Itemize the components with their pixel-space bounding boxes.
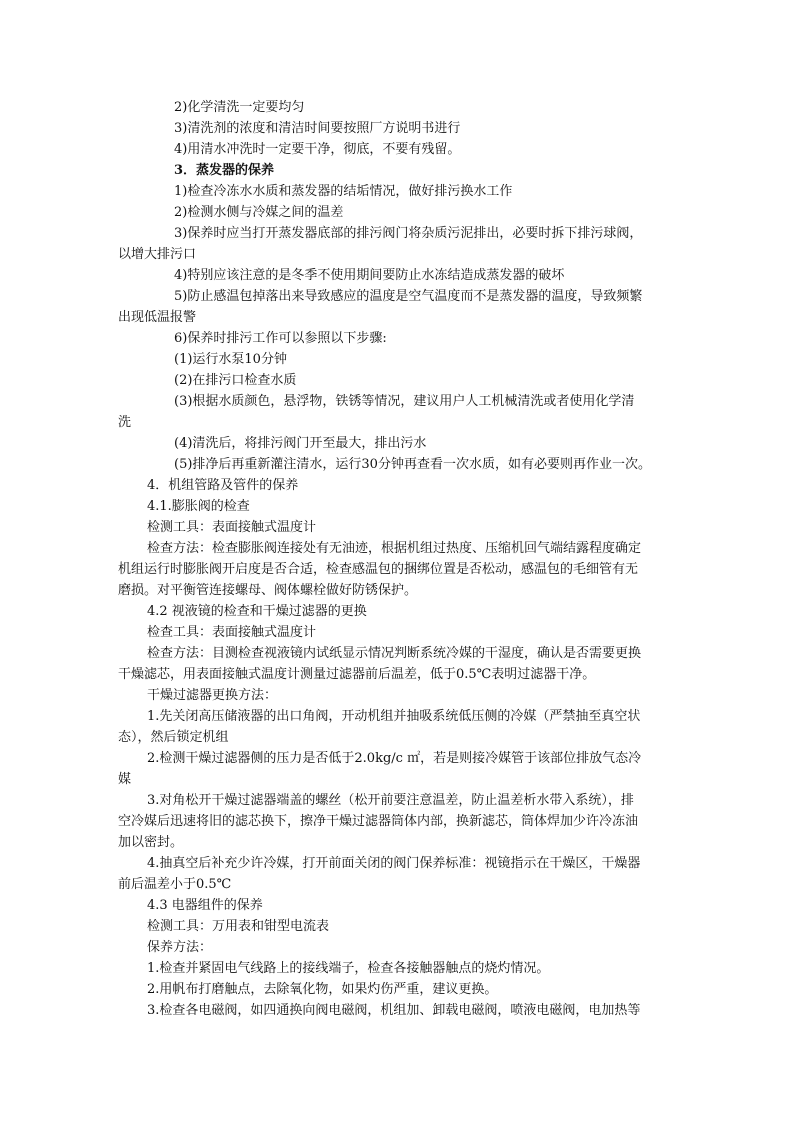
text-line: 检测工具：万用表和钳型电流表	[147, 919, 330, 934]
text-line: 5)防止感温包掉落出来导致感应的温度是空气温度而不是蒸发器的温度，导致频繁	[174, 289, 643, 304]
text-line: 1.检查并紧固电气线路上的接线端子，检查各接触器触点的烧灼情况。	[147, 961, 550, 976]
text-line: 2.检测干燥过滤器侧的压力是否低于2.0kg/c ㎡，若是则接冷媒管于该部位排放气态冷	[147, 751, 642, 766]
text-line: 4)用清水冲洗时一定要干净，彻底，不要有残留。	[174, 142, 461, 157]
subsection-heading: 4.2 视液镜的检查和干燥过滤器的更换	[147, 604, 367, 619]
text-line: 加以密封。	[118, 835, 184, 850]
text-line: 2.用帆布打磨触点，去除氧化物，如果灼伤严重，建议更换。	[147, 982, 498, 997]
text-line: (3)根据水质颜色，悬浮物，铁锈等情况，建议用户人工机械清洗或者使用化学清	[174, 394, 635, 409]
text-line: 检查方法：检查膨胀阀连接处有无油迹，根据机组过热度、压缩机回气端结露程度确定	[147, 541, 642, 556]
text-line: 3.检查各电磁阀，如四通换向阀电磁阀，机组加、卸载电磁阀，喷液电磁阀，电加热等	[147, 1003, 641, 1018]
text-line: 媒	[118, 772, 132, 787]
text-line: 1.先关闭高压储液器的出口角阀，开动机组并抽吸系统低压侧的冷媒（严禁抽至真空状	[147, 709, 641, 724]
text-line: 洗	[118, 415, 132, 430]
text-line: 前后温差小于0.5℃	[118, 877, 232, 892]
text-line: 2)检测水侧与冷媒之间的温差	[174, 205, 344, 220]
section-heading: 3．蒸发器的保养	[174, 163, 275, 178]
text-line: (1)运行水泵10分钟	[174, 352, 287, 367]
text-line: 3)清洗剂的浓度和清洁时间要按照厂方说明书进行	[174, 121, 461, 136]
text-line: 检测工具：表面接触式温度计	[147, 520, 317, 535]
text-line: 干燥过滤器更换方法：	[147, 688, 278, 703]
subsection-heading: 4.1.膨胀阀的检查	[147, 499, 250, 514]
text-line: 态），然后锁定机组	[118, 730, 229, 745]
text-line: 检查方法：目测检查视液镜内试纸显示情况判断系统冷媒的干湿度，确认是否需要更换	[147, 646, 642, 661]
text-line: 出现低温报警	[118, 310, 197, 325]
text-line: 4)特别应该注意的是冬季不使用期间要防止水冻结造成蒸发器的破坏	[174, 268, 565, 283]
text-line: 保养方法：	[147, 940, 213, 955]
text-line: 1)检查冷冻水水质和蒸发器的结垢情况，做好排污换水工作	[174, 184, 513, 199]
text-line: 2)化学清洗一定要均匀	[174, 100, 305, 115]
text-line: 磨损。对平衡管连接螺母、阀体螺栓做好防锈保护。	[118, 583, 418, 598]
text-line: 3.对角松开干燥过滤器端盖的螺丝（松开前要注意温差，防止温差析水带入系统），排	[147, 793, 634, 808]
text-line: 3)保养时应当打开蒸发器底部的排污阀门将杂质污泥排出，必要时拆下排污球阀，	[174, 226, 643, 241]
text-line: 机组运行时膨胀阀开启度是否合适，检查感温包的捆绑位置是否松动，感温包的毛细管有无	[118, 562, 639, 577]
text-line: (5)排净后再重新灌注清水，运行30分钟再查看一次水质，如有必要则再作业一次。	[174, 457, 651, 472]
text-line: 4.抽真空后补充少许冷媒，打开前面关闭的阀门保养标准：视镜指示在干燥区，干燥器	[147, 856, 641, 871]
text-line: 检查工具：表面接触式温度计	[147, 625, 317, 640]
text-line: 干燥滤芯，用表面接触式温度计测量过滤器前后温差，低于0.5℃表明过滤器干净。	[118, 667, 596, 682]
subsection-heading: 4.3 电器组件的保养	[147, 898, 263, 913]
text-line: 以增大排污口	[118, 247, 197, 262]
text-line: (4)清洗后，将排污阀门开至最大，排出污水	[174, 436, 427, 451]
text-line: 空冷媒后迅速将旧的滤芯换下，擦净干燥过滤器筒体内部，换新滤芯，筒体焊加少许冷冻油	[118, 814, 639, 829]
text-line: 6)保养时排污工作可以参照以下步骤:	[174, 331, 387, 346]
section-heading: 4．机组管路及管件的保养	[147, 478, 299, 493]
text-line: (2)在排污口检查水质	[174, 373, 297, 388]
